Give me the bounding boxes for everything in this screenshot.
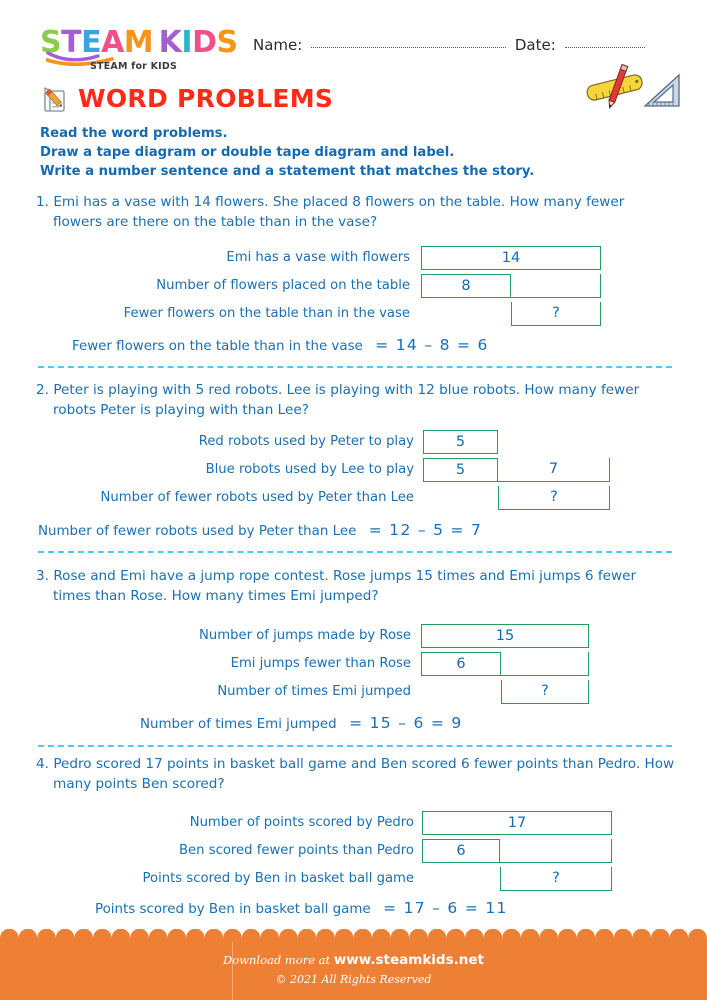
tape-row-label: Number of points scored by Pedro [189,815,414,830]
problem-question [36,381,676,420]
footer-text [0,952,707,986]
answer-label: Number of fewer robots used by Peter than Lee [38,524,357,539]
date-label: Date: [514,36,556,54]
tape-row [0,458,707,482]
logo-letter-8: D [192,25,217,60]
tape-cell[interactable]: 5 [423,430,498,454]
name-input-line[interactable] [311,47,506,48]
answer-label: Number of times Emi jumped [140,717,337,732]
tape-row-label: Number of fewer robots used by Peter than Lee [100,490,414,505]
tape-row [0,274,707,298]
tape-cell[interactable]: 6 [421,652,501,676]
problem-question-line-1: Pedro scored 17 points in basket ball game and Ben scored 6 fewer points than [53,756,594,772]
answer-label: Fewer flowers on the table than in the vase [72,339,363,354]
copyright: © 2021 All Rights Reserved [275,973,432,986]
scallop-edge [0,929,707,947]
tape-row-label: Blue robots used by Lee to play [205,462,414,477]
instruction-line-2: Draw a tape diagram or double tape diagram and label. [40,145,455,160]
section-separator [38,366,672,368]
tape-cell[interactable]: 14 [421,246,601,270]
tape-row [0,867,707,891]
tape-cell-unknown[interactable]: ? [498,486,610,510]
tape-row-label: Number of jumps made by Rose [199,628,411,643]
problem-question-line-2: fewer flowers are there on the table than in the vase? [53,194,625,230]
tape-cell[interactable] [501,652,589,676]
download-prefix: Download more at [223,953,331,967]
answer-label: Points scored by Ben in basket ball game [95,902,371,917]
tape-cell[interactable]: 7 [498,458,610,482]
logo-letter-9: S [216,25,238,60]
tape-row [0,430,707,454]
ruler-pencil-set-square-icon [583,62,687,118]
tape-row-label: Number of flowers placed on the table [156,278,410,293]
tape-row [0,246,707,270]
instructions-block [40,124,660,181]
answer-equation: = 15 – 6 = 9 [336,714,463,732]
answer-sentence [38,521,482,539]
steam-kids-logo [40,25,238,72]
name-label: Name: [253,36,303,54]
tape-cell[interactable]: 17 [422,811,612,835]
tape-cell[interactable]: 6 [422,839,500,863]
problem-question [36,755,676,794]
tape-row [0,624,707,648]
problem-question-line-2: Pedro. How many points Ben scored? [53,756,675,792]
site-link[interactable]: www.steamkids.net [333,952,484,968]
problem-question-line-1: Rose and Emi have a jump rope contest. Rose jumps 15 times and Emi jumps 6 [53,568,594,584]
problem-question-line-2: fewer robots Peter is playing with than Lee? [53,382,640,418]
answer-sentence [140,714,463,732]
tape-cell[interactable]: 15 [421,624,589,648]
answer-equation: = 12 – 5 = 7 [356,521,483,539]
answer-sentence [95,899,508,917]
problem-number: 3. [36,568,49,584]
tape-cell[interactable] [511,274,601,298]
tape-cell-unknown[interactable]: ? [501,680,589,704]
tape-row [0,839,707,863]
instruction-line-3: Write a number sentence and a statement that matches the story. [40,164,535,179]
tape-row-label: Number of times Emi jumped [217,684,411,699]
logo-letter-3: A [101,25,124,60]
logo-letter-1: T [61,25,82,60]
section-separator [38,745,672,747]
tape-cell-unknown[interactable]: ? [511,302,601,326]
tape-row [0,811,707,835]
logo-letter-7: I [181,25,193,60]
tape-row-label: Red robots used by Peter to play [198,434,414,449]
problem-question-line-2: fewer times than Rose. How many times Emi jumped? [53,568,637,604]
tape-row-label: Emi has a vase with flowers [226,250,410,265]
problem-number: 2. [36,382,49,398]
tape-row [0,302,707,326]
tape-cell-unknown[interactable]: ? [500,867,612,891]
page-footer [0,938,707,1000]
page-title: WORD PROBLEMS [78,84,334,113]
problem-question [36,193,676,232]
problem-number: 1. [36,194,49,210]
section-separator [38,551,672,553]
tape-row-label: Emi jumps fewer than Rose [230,656,411,671]
tape-row-label: Fewer flowers on the table than in the vase [123,306,410,321]
notepad-pencil-icon [38,82,70,114]
logo-subtitle: STEAM for KIDS [90,61,178,72]
date-input-line[interactable] [565,47,645,48]
problem-question [36,567,676,606]
tape-row [0,680,707,704]
problem-question-line-1: Peter is playing with 5 red robots. Lee is playing with 12 blue robots. How many [53,382,597,398]
tape-cell[interactable] [500,839,612,863]
tape-row-label: Ben scored fewer points than Pedro [179,843,414,858]
problem-number: 4. [36,756,49,772]
answer-equation: = 14 – 8 = 6 [362,336,489,354]
answer-sentence [72,336,489,354]
instruction-line-1: Read the word problems. [40,126,228,141]
tape-cell[interactable]: 8 [421,274,511,298]
tape-row-label: Points scored by Ben in basket ball game [142,871,414,886]
problem-question-line-1: Emi has a vase with 14 flowers. She placed 8 flowers on the table. How many [53,194,582,210]
logo-letter-4: M [123,25,154,60]
answer-equation: = 17 – 6 = 11 [370,899,508,917]
tape-row [0,652,707,676]
logo-letter-2: E [81,25,102,60]
tape-cell[interactable]: 5 [423,458,498,482]
logo-letter-6: K [158,25,182,60]
logo-letter-0: S [40,25,62,60]
tape-row [0,486,707,510]
name-date-row [253,36,649,54]
